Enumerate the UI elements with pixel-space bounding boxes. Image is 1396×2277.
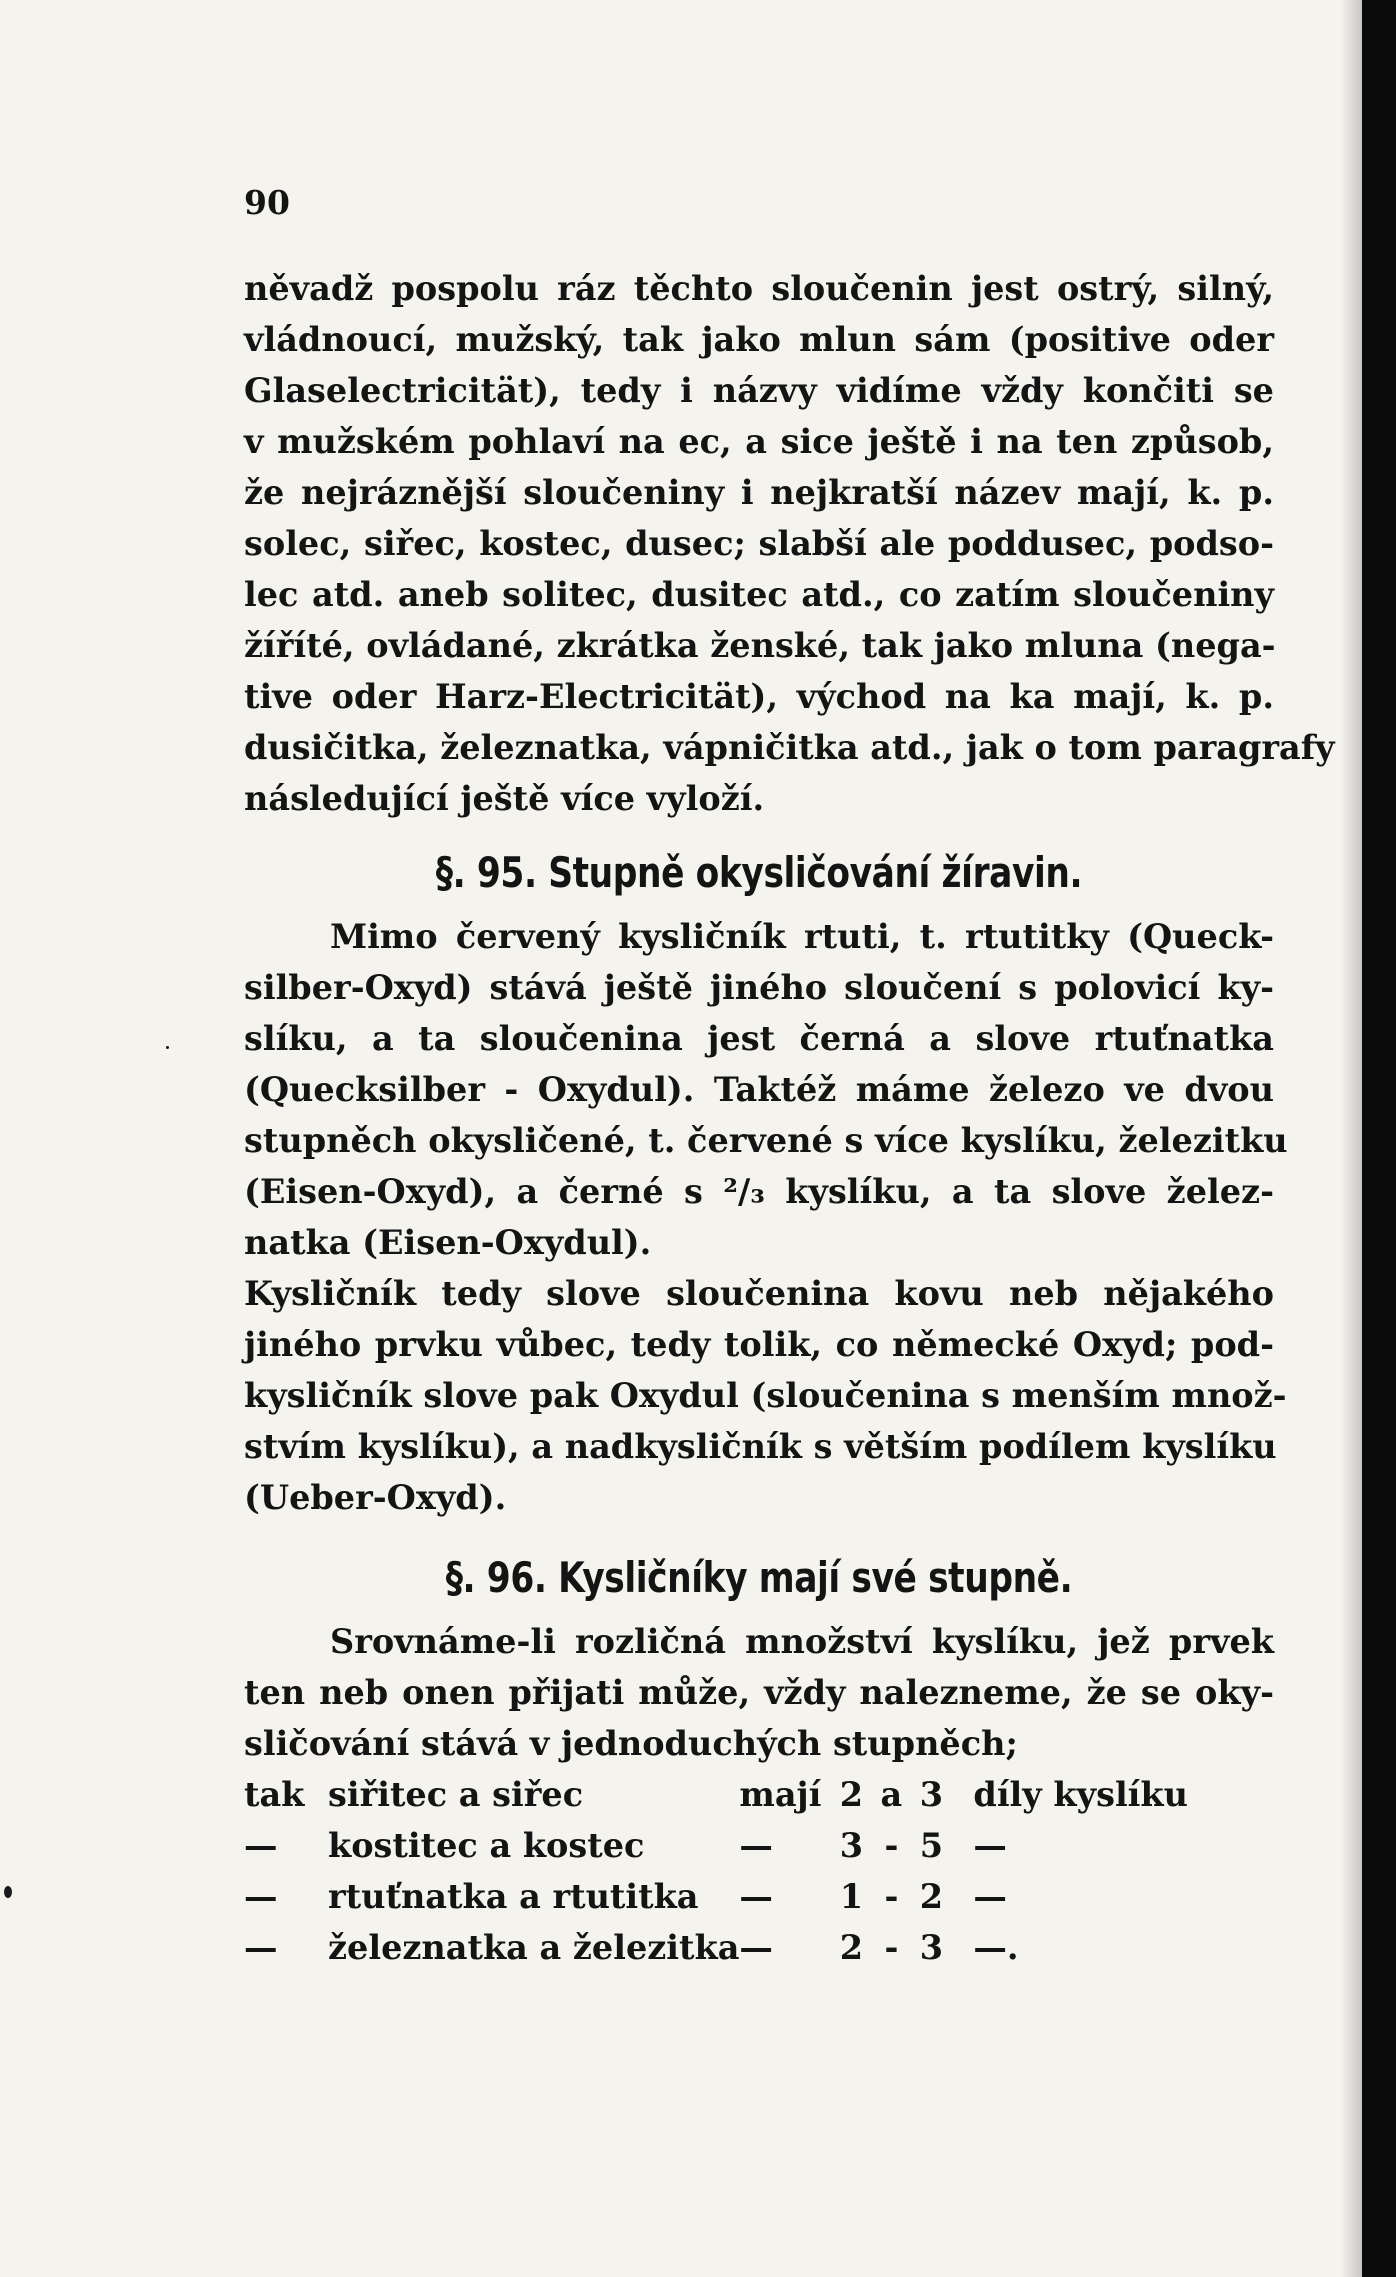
text-line: dusičitka, železnatka, vápničitka atd., jak o tom paragrafy — [244, 728, 1335, 767]
row-compound-pair: rtuťnatka a rtutitka — [328, 1877, 699, 1916]
row-ratio-sep: a — [880, 1775, 903, 1814]
text-line: solec, siřec, kostec, dusec; slabší ale poddusec, podso- — [244, 524, 1274, 563]
text-line: silber-Oxyd) stává ještě jiného sloučení s polovicí ky- — [244, 968, 1274, 1007]
row-ratio-a: 2 — [839, 1928, 864, 1967]
row-lead: tak — [244, 1775, 305, 1814]
text-line: sličování stává v jednoduchých stupněch; — [244, 1724, 1018, 1763]
table-row — [244, 1922, 1188, 1973]
scan-speck — [4, 1886, 12, 1898]
row-ratio-b: 3 — [919, 1928, 944, 1967]
text-line: stupněch okysličené, t. červené s více kyslíku, železitku — [244, 1121, 1288, 1160]
row-tail: —. — [973, 1928, 1019, 1967]
text-line: tive oder Harz-Electricität), východ na ka mají, k. p. — [244, 677, 1274, 716]
row-compound-pair: siřitec a siřec — [328, 1775, 584, 1814]
row-lead: — — [244, 1877, 278, 1916]
row-ratio-b: 5 — [919, 1826, 944, 1865]
scan-speck — [166, 1046, 169, 1049]
table-row — [244, 1820, 1188, 1871]
row-ratio-b: 3 — [919, 1775, 944, 1814]
row-tail: díly kyslíku — [973, 1775, 1188, 1814]
section-96-paragraph — [244, 1616, 1274, 1769]
row-compound-pair: kostitec a kostec — [328, 1826, 645, 1865]
row-ratio-b: 2 — [919, 1877, 944, 1916]
text-line: následující ještě více vyloží. — [244, 779, 765, 818]
text-line: žíříté, ovládané, zkrátka ženské, tak jako mluna (nega- — [244, 626, 1276, 665]
text-line: Mimo červený kysličník rtuti, t. rtutitky (Queck- — [330, 917, 1274, 956]
section-95-paragraph-1 — [244, 911, 1288, 1268]
text-line: lec atd. aneb solitec, dusitec atd., co zatím sloučeniny — [244, 575, 1274, 614]
oxygen-ratio-table — [244, 1769, 1188, 1973]
row-ratio-a: 2 — [839, 1775, 864, 1814]
table-row — [244, 1769, 1188, 1820]
row-lead: — — [244, 1928, 278, 1967]
section-96-heading: §. 96. Kysličníky mají své stupně. — [445, 1553, 1073, 1602]
text-line: kysličník slove pak Oxydul (sloučenina s menším množ- — [244, 1376, 1287, 1415]
text-line: (Quecksilber - Oxydul). Taktéž máme železo ve dvou — [244, 1070, 1274, 1109]
text-line: Kysličník tedy slove sloučenina kovu neb nějakého — [244, 1274, 1274, 1313]
intro-paragraph — [244, 263, 1335, 824]
row-compound-pair: železnatka a železitka — [328, 1928, 740, 1967]
section-95-heading: §. 95. Stupně okysličování žíravin. — [435, 848, 1083, 897]
row-ratio-a: 3 — [839, 1826, 864, 1865]
text-line: ten neb onen přijati může, vždy nalezneme, že se oky- — [244, 1673, 1274, 1712]
text-line: Glaselectricität), tedy i názvy vidíme vždy končiti se — [244, 371, 1274, 410]
page-edge-shadow — [1340, 0, 1362, 2277]
text-line: slíku, a ta sloučenina jest černá a slove rtuťnatka — [244, 1019, 1274, 1058]
text-line: (Eisen-Oxyd), a černé s ²/₃ kyslíku, a ta slove želez- — [244, 1172, 1274, 1211]
row-tail: — — [973, 1826, 1007, 1865]
row-verb: mají — [739, 1775, 822, 1814]
text-line: v mužském pohlaví na ec, a sice ještě i na ten způsob, — [244, 422, 1274, 461]
row-ratio-sep: - — [884, 1928, 899, 1967]
row-ratio-sep: - — [884, 1877, 899, 1916]
row-tail: — — [973, 1877, 1007, 1916]
page-number: 90 — [244, 183, 290, 222]
text-line: že nejráznější sloučeniny i nejkratší název mají, k. p. — [244, 473, 1274, 512]
row-verb: — — [739, 1826, 773, 1865]
text-line: jiného prvku vůbec, tedy tolik, co německé Oxyd; pod- — [244, 1325, 1274, 1364]
page-body — [244, 263, 1335, 1973]
row-ratio-sep: - — [884, 1826, 899, 1865]
row-lead: — — [244, 1826, 278, 1865]
section-95-paragraph-2 — [244, 1268, 1287, 1523]
text-line: vládnoucí, mužský, tak jako mlun sám (positive oder — [244, 320, 1274, 359]
text-line: stvím kyslíku), a nadkysličník s větším podílem kyslíku — [244, 1427, 1277, 1466]
row-ratio-a: 1 — [839, 1877, 864, 1916]
row-verb: — — [739, 1928, 773, 1967]
row-verb: — — [739, 1877, 773, 1916]
text-line: něvadž pospolu ráz těchto sloučenin jest ostrý, silný, — [244, 269, 1274, 308]
text-line: Srovnáme-li rozličná množství kyslíku, jež prvek — [330, 1622, 1274, 1661]
text-line: natka (Eisen-Oxydul). — [244, 1223, 652, 1262]
table-row — [244, 1871, 1188, 1922]
text-line: (Ueber-Oxyd). — [244, 1478, 507, 1517]
